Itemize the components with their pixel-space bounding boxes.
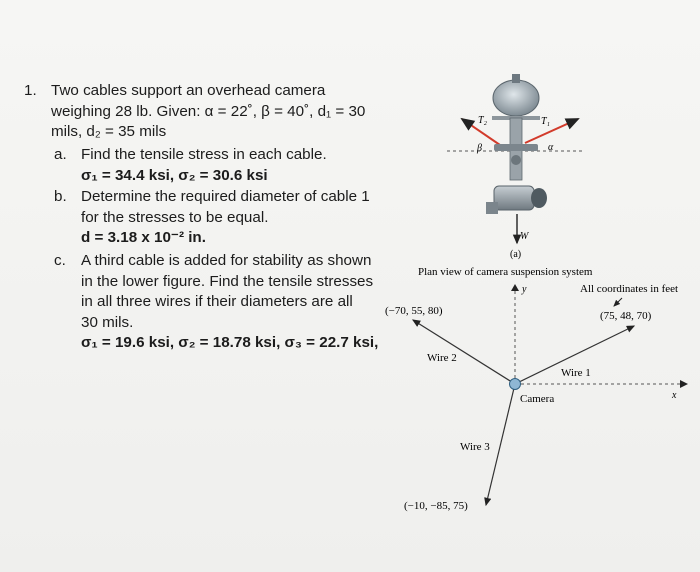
camera-body — [494, 186, 534, 210]
part-text-line: Find the tensile stress in each cable. — [81, 146, 327, 163]
part-answer: σ₁ = 19.6 ksi, σ₂ = 18.78 ksi, σ₃ = 22.7 ksi, — [81, 334, 379, 352]
statement-line: weighing 28 lb. Given: α = 22˚, β = 40˚, d₁ = 30 — [51, 102, 366, 120]
part-answer: d = 3.18 x 10⁻² in. — [81, 229, 206, 247]
x-axis-label: x — [672, 390, 677, 401]
wire-3 — [486, 384, 515, 505]
y-axis-label: y — [522, 284, 527, 295]
part-label: a. — [54, 146, 67, 163]
statement-line: Two cables support an overhead camera — [51, 82, 326, 99]
label-wire3: Wire 3 — [460, 441, 490, 453]
camera-mount — [486, 202, 498, 214]
coordinate-pointer — [614, 298, 622, 306]
statement-line: mils, d₂ = 35 mils — [51, 123, 167, 141]
label-w: W — [520, 231, 529, 242]
part-text-line: 30 mils. — [81, 313, 134, 331]
housing-cap — [512, 74, 520, 83]
part-text-line: A third cable is added for stability as shown — [81, 252, 372, 269]
figure-a — [447, 74, 585, 260]
frame-clamp — [494, 144, 538, 151]
part-label: c. — [54, 252, 66, 269]
camera-lens — [531, 188, 547, 208]
figure-caption: (a) — [510, 249, 522, 260]
coord-wire2: (−70, 55, 80) — [385, 305, 443, 317]
problem-number: 1. — [24, 82, 37, 99]
part-answer: σ₁ = 34.4 ksi, σ₂ = 30.6 ksi — [81, 166, 268, 184]
cable-1 — [525, 119, 578, 143]
coordinates-note: All coordinates in feet — [580, 283, 679, 295]
label-alpha: α — [548, 142, 554, 153]
label-beta: β — [477, 143, 482, 154]
coord-wire3: (−10, −85, 75) — [404, 500, 468, 512]
plan-view-title: Plan view of camera suspension system — [418, 266, 593, 278]
label-camera: Camera — [520, 393, 555, 405]
y-axis-arrowhead — [511, 284, 519, 291]
x-axis-arrowhead — [680, 380, 688, 388]
coord-wire1: (75, 48, 70) — [600, 310, 652, 322]
part-label: b. — [54, 188, 67, 205]
part-text-line: for the stresses to be equal. — [81, 208, 269, 226]
label-t2: T₂ — [478, 115, 488, 126]
plan-view — [385, 266, 688, 512]
camera-point — [510, 379, 521, 390]
part-text-line: Determine the required diameter of cable 1 — [81, 188, 370, 205]
camera-housing — [493, 80, 539, 116]
label-wire1: Wire 1 — [561, 367, 591, 379]
joint — [511, 155, 521, 165]
label-wire2: Wire 2 — [427, 352, 457, 364]
part-text-line: in all three wires if their diameters are all — [81, 293, 353, 311]
label-t1: T₁ — [541, 116, 551, 127]
part-text-line: in the lower figure. Find the tensile stresses — [81, 272, 374, 290]
